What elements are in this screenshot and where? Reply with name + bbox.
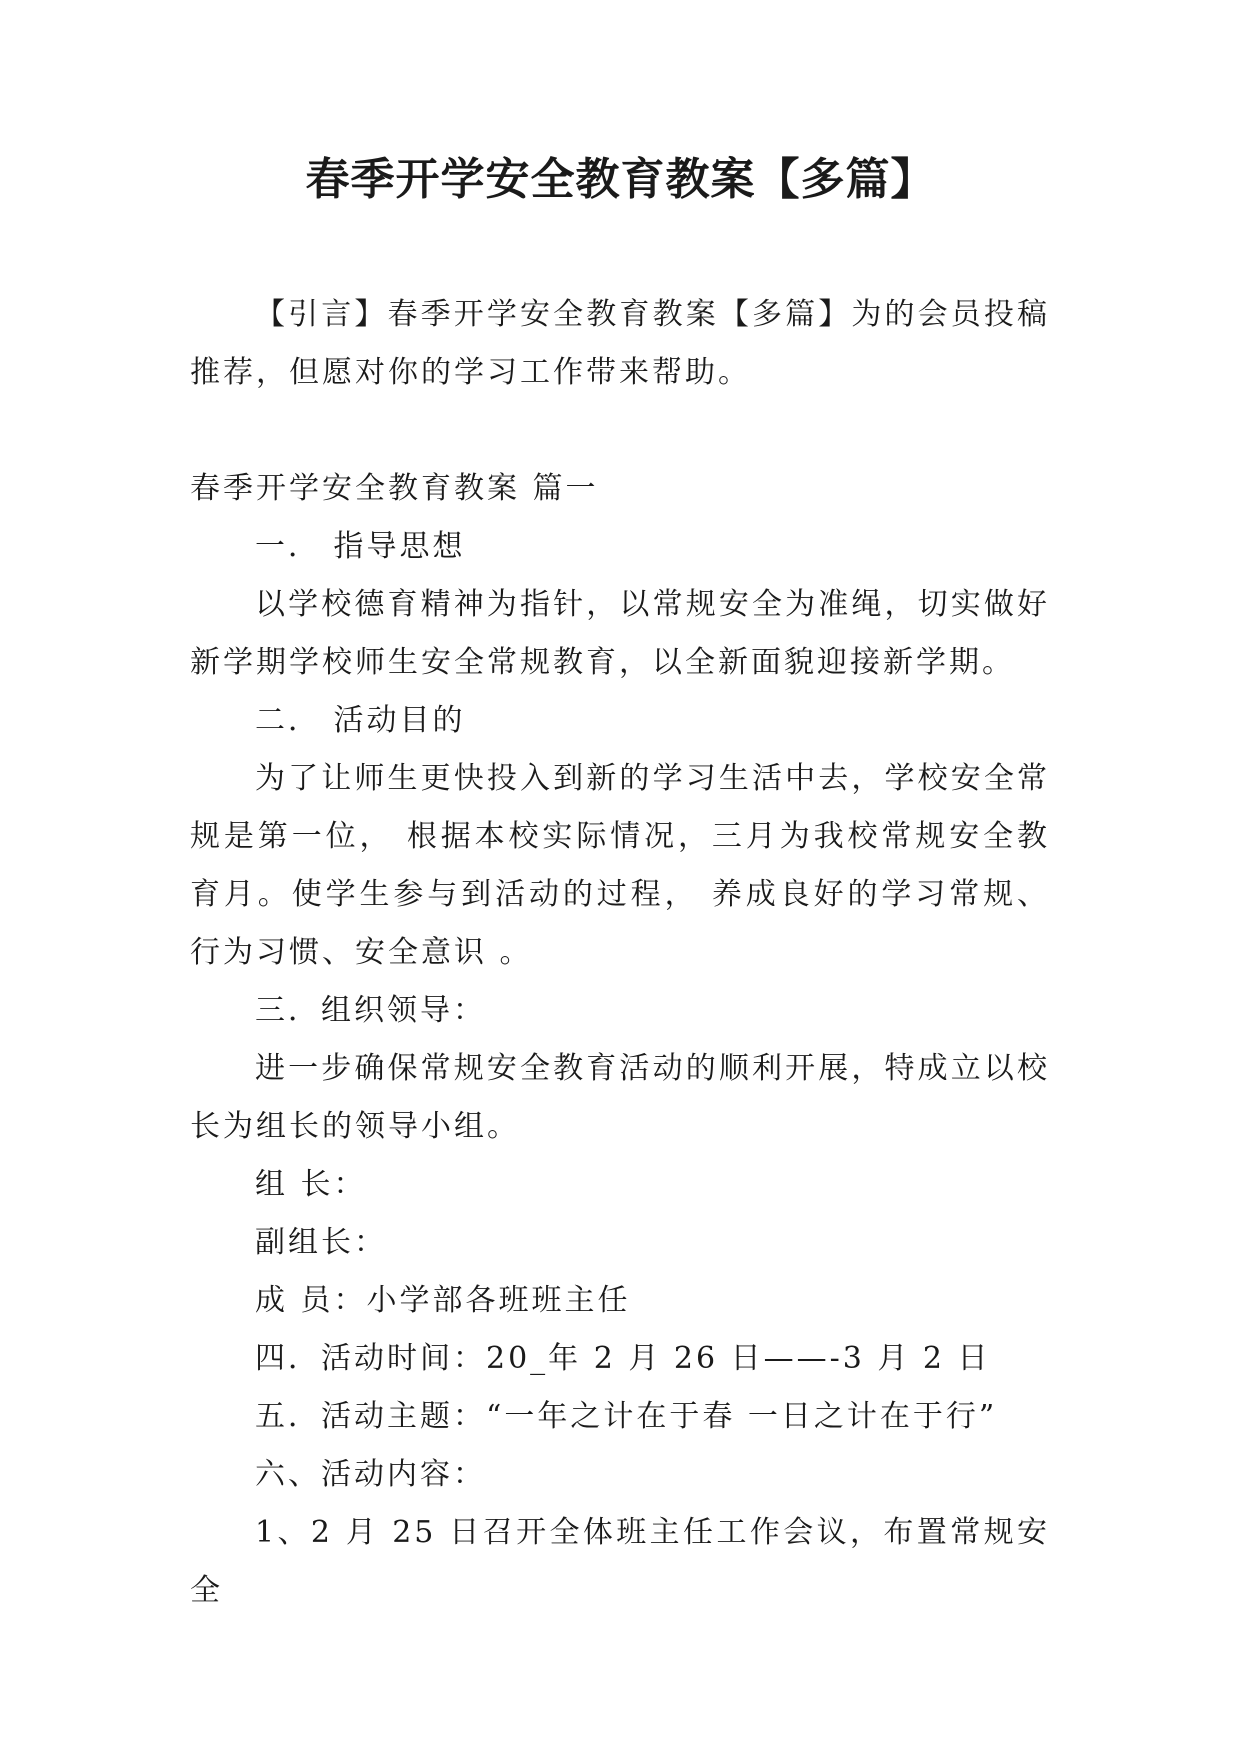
vice-leader-line: 副组长： [255,1225,387,1260]
document-body [190,286,1050,1620]
paragraph-activity-purpose: 为了让师生更快投入到新的学习生活中去，学校安全常规是第一位， 根据本校实际情况，三月为我校常规安全教育月。使学生参与到活动的过程， 养成良好的学习常规、行为习惯、安全意识 。 [190,761,1050,970]
heading-activity-time: 四．活动时间：20_年 2 月 26 日——-3 月 2 日 [255,1341,991,1376]
section-heading: 春季开学安全教育教案 篇一 [190,471,599,506]
heading-activity-content: 六、活动内容： [255,1457,486,1492]
members-line: 成 员：小学部各班班主任 [255,1283,631,1318]
intro-paragraph: 【引言】春季开学安全教育教案【多篇】为的会员投稿推荐，但愿对你的学习工作带来帮助。 [190,297,1050,390]
heading-activity-theme: 五．活动主题：“一年之计在于春 一日之计在于行” [255,1399,998,1434]
heading-organization: 三．组织领导： [255,993,486,1028]
paragraph-organization: 进一步确保常规安全教育活动的顺利开展，特成立以校长为组长的领导小组。 [190,1051,1050,1144]
group-leader-line: 组 长： [255,1167,367,1202]
paragraph-spacer [190,402,1050,460]
document-title: 春季开学安全教育教案【多篇】 [305,154,936,205]
content-item-1: 1、2 月 25 日召开全体班主任工作会议，布置常规安全 [190,1515,1050,1608]
heading-activity-purpose: 二． 活动目的 [255,703,466,738]
paragraph-guiding-ideology: 以学校德育精神为指针，以常规安全为准绳，切实做好新学期学校师生安全常规教育，以全新面貌迎接新学期。 [190,587,1050,680]
heading-guiding-ideology: 一． 指导思想 [255,529,466,564]
